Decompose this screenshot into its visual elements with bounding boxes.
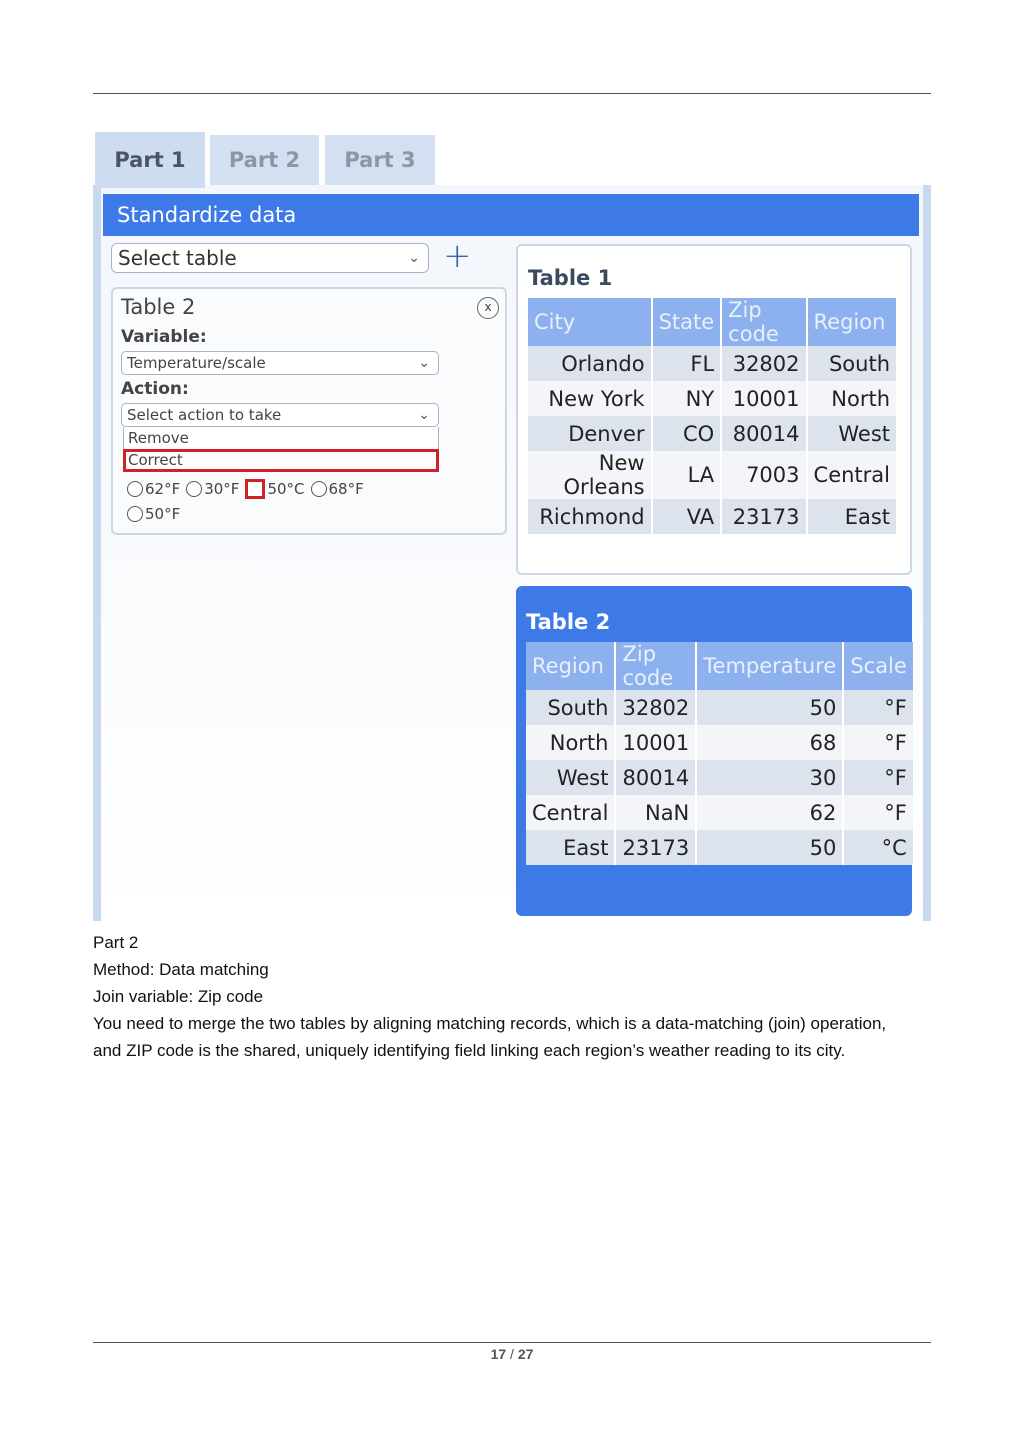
option-remove[interactable]: Remove (123, 427, 439, 450)
text-explanation-2: and ZIP code is the shared, uniquely identifying field linking each region’s weather reading to its city. (93, 1041, 846, 1060)
table2-header-cell: Zip code (615, 642, 696, 690)
option-correct[interactable]: Correct (123, 449, 439, 472)
table1-cell: 80014 (721, 416, 806, 451)
table2-cell: 32802 (615, 690, 696, 725)
chevron-down-icon: ⌄ (418, 355, 430, 371)
action-label: Action: (121, 379, 189, 399)
table2-cell: °F (843, 725, 914, 760)
select-table-label: Select table (118, 246, 237, 270)
table1-cell: 32802 (721, 346, 806, 381)
table-card (111, 287, 507, 535)
radio-68f[interactable] (311, 480, 364, 498)
table1-cell: CO (652, 416, 722, 451)
table2-row (526, 690, 914, 725)
radio-label: 62°F (145, 480, 181, 498)
tab-part-2[interactable]: Part 2 (210, 135, 319, 185)
table2-cell: 30 (696, 760, 843, 795)
table2-header-cell: Region (526, 642, 615, 690)
table1 (528, 298, 898, 534)
table2-panel (516, 586, 912, 916)
table2-cell: 50 (696, 830, 843, 865)
radio-icon (311, 481, 327, 497)
table1-title: Table 1 (528, 266, 613, 290)
table2-cell: West (526, 760, 615, 795)
table2-cell: °F (843, 760, 914, 795)
table2-cell: North (526, 725, 615, 760)
page-current: 17 (490, 1346, 507, 1362)
screenshot (93, 130, 931, 921)
table2-cell: Central (526, 795, 615, 830)
variable-value: Temperature/scale (127, 354, 266, 372)
table1-row (528, 499, 897, 534)
table1-panel (516, 244, 912, 575)
chevron-down-icon: ⌄ (408, 250, 420, 266)
table1-header-cell: State (652, 298, 722, 346)
close-icon[interactable]: x (477, 297, 499, 319)
table1-cell: NY (652, 381, 722, 416)
table2-cell: NaN (615, 795, 696, 830)
table2-cell: 80014 (615, 760, 696, 795)
page-number (0, 1346, 1024, 1362)
radio-icon (186, 481, 202, 497)
radio-label: 50°C (267, 480, 305, 498)
card-title: Table 2 (121, 295, 196, 319)
action-dropdown[interactable] (121, 403, 439, 427)
radio-icon (245, 479, 265, 499)
radio-30f[interactable] (186, 480, 239, 498)
table2-row (526, 725, 914, 760)
table1-row (528, 381, 897, 416)
select-table-dropdown[interactable] (111, 243, 429, 273)
table2-cell: °C (843, 830, 914, 865)
table2-cell: South (526, 690, 615, 725)
table1-cell: South (807, 346, 897, 381)
table2-header-cell: Scale (843, 642, 914, 690)
text-explanation-1: You need to merge the two tables by aligning matching records, which is a data-matching (join) operation, (93, 1014, 887, 1033)
table2-cell: East (526, 830, 615, 865)
table1-header-cell: Region (807, 298, 897, 346)
table2-cell: 68 (696, 725, 843, 760)
radio-icon (127, 481, 143, 497)
radio-label: 30°F (204, 480, 240, 498)
table2-row (526, 795, 914, 830)
table2-cell: 62 (696, 795, 843, 830)
table1-row (528, 416, 897, 451)
table1-cell: 7003 (721, 451, 806, 499)
page-separator: / (510, 1346, 514, 1362)
table2-cell: °F (843, 795, 914, 830)
table1-cell: North (807, 381, 897, 416)
table1-cell: 23173 (721, 499, 806, 534)
text-method: Method: Data matching (93, 960, 269, 979)
table2-cell: 10001 (615, 725, 696, 760)
radio-group (127, 479, 370, 499)
page-total: 27 (517, 1346, 534, 1362)
table2 (526, 642, 915, 865)
table1-cell: 10001 (721, 381, 806, 416)
variable-label: Variable: (121, 327, 207, 347)
radio-icon (127, 506, 143, 522)
action-value: Select action to take (127, 406, 282, 424)
table2-header-cell: Temperature (696, 642, 843, 690)
table1-header-cell: Zip code (721, 298, 806, 346)
table2-cell: 23173 (615, 830, 696, 865)
table1-cell: East (807, 499, 897, 534)
radio-50c[interactable] (245, 479, 304, 499)
table1-cell: New York (528, 381, 652, 416)
radio-label: 68°F (328, 480, 364, 498)
table2-row (526, 760, 914, 795)
bottom-rule (93, 1342, 931, 1343)
table2-title: Table 2 (526, 610, 611, 634)
radio-group-2 (127, 505, 186, 523)
table1-cell: Central (807, 451, 897, 499)
table1-cell: Richmond (528, 499, 652, 534)
variable-dropdown[interactable] (121, 351, 439, 375)
table1-cell: FL (652, 346, 722, 381)
add-icon[interactable]: + (443, 236, 472, 276)
table1-row (528, 451, 897, 499)
text-join-variable: Join variable: Zip code (93, 987, 264, 1006)
text-part: Part 2 (93, 933, 139, 952)
radio-label: 50°F (145, 505, 181, 523)
table1-cell: Orlando (528, 346, 652, 381)
chevron-down-icon: ⌄ (418, 407, 430, 423)
top-rule (93, 93, 931, 94)
table1-cell: Denver (528, 416, 652, 451)
radio-50f[interactable] (127, 505, 180, 523)
table1-cell: West (807, 416, 897, 451)
table2-cell: °F (843, 690, 914, 725)
section-header: Standardize data (103, 194, 919, 236)
table2-row (526, 830, 914, 865)
tab-part-1[interactable]: Part 1 (95, 132, 205, 188)
table1-cell: LA (652, 451, 722, 499)
table1-header-cell: City (528, 298, 652, 346)
table1-row (528, 346, 897, 381)
table2-cell: 50 (696, 690, 843, 725)
table1-cell: New Orleans (528, 451, 652, 499)
tab-part-3[interactable]: Part 3 (325, 135, 435, 185)
table1-cell: VA (652, 499, 722, 534)
radio-62f[interactable] (127, 480, 180, 498)
